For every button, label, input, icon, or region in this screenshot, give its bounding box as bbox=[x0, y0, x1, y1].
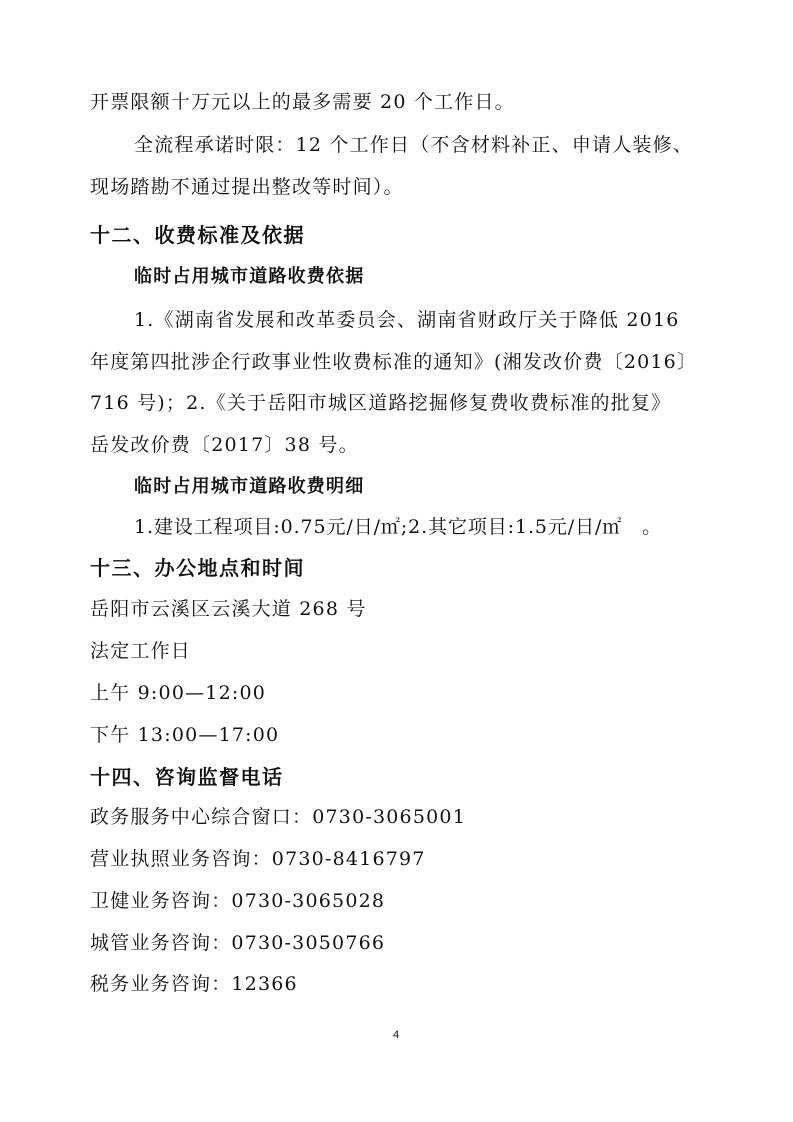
process-time-line-1: 开票限额十万元以上的最多需要 20 个工作日。 bbox=[90, 91, 515, 113]
fee-detail-line: 1.建设工程项目:0.75元/日/㎡;2.其它项目:1.5元/日/㎡ 。 bbox=[134, 516, 662, 538]
office-hours-morning: 上午 9:00—12:00 bbox=[90, 682, 267, 704]
contact-line: 营业执照业务咨询：0730-8416797 bbox=[90, 848, 426, 870]
section-heading-office: 十三、办公地点和时间 bbox=[90, 556, 305, 580]
fee-basis-line: 年度第四批涉企行政事业性收费标准的通知》(湘发改价费〔2016〕 bbox=[90, 351, 698, 373]
contact-line: 税务业务咨询：12366 bbox=[90, 973, 298, 995]
contact-line: 卫健业务咨询：0730-3065028 bbox=[90, 890, 386, 912]
contact-line: 政务服务中心综合窗口：0730-3065001 bbox=[90, 806, 466, 828]
section-heading-contact: 十四、咨询监督电话 bbox=[90, 765, 284, 789]
office-days: 法定工作日 bbox=[90, 640, 192, 662]
process-time-line-3: 现场踏勘不通过提出整改等时间）。 bbox=[90, 176, 404, 198]
fee-detail-title: 临时占用城市道路收费明细 bbox=[134, 476, 365, 497]
office-hours-afternoon: 下午 13:00—17:00 bbox=[90, 724, 280, 746]
fee-basis-title: 临时占用城市道路收费依据 bbox=[134, 266, 365, 287]
fee-basis-line: 1.《湖南省发展和改革委员会、湖南省财政厅关于降低 2016 bbox=[134, 309, 680, 331]
fee-basis-line: 716 号)；2.《关于岳阳市城区道路挖掘修复费收费标准的批复》 bbox=[90, 392, 672, 414]
page-number: 4 bbox=[393, 1029, 400, 1041]
process-time-line-2: 全流程承诺时限：12 个工作日（不含材料补正、申请人装修、 bbox=[134, 134, 694, 156]
section-heading-fees: 十二、收费标准及依据 bbox=[90, 223, 305, 247]
contact-line: 城管业务咨询：0730-3050766 bbox=[90, 932, 386, 954]
office-address: 岳阳市云溪区云溪大道 268 号 bbox=[90, 598, 367, 620]
fee-basis-line: 岳发改价费〔2017〕38 号。 bbox=[90, 434, 359, 456]
